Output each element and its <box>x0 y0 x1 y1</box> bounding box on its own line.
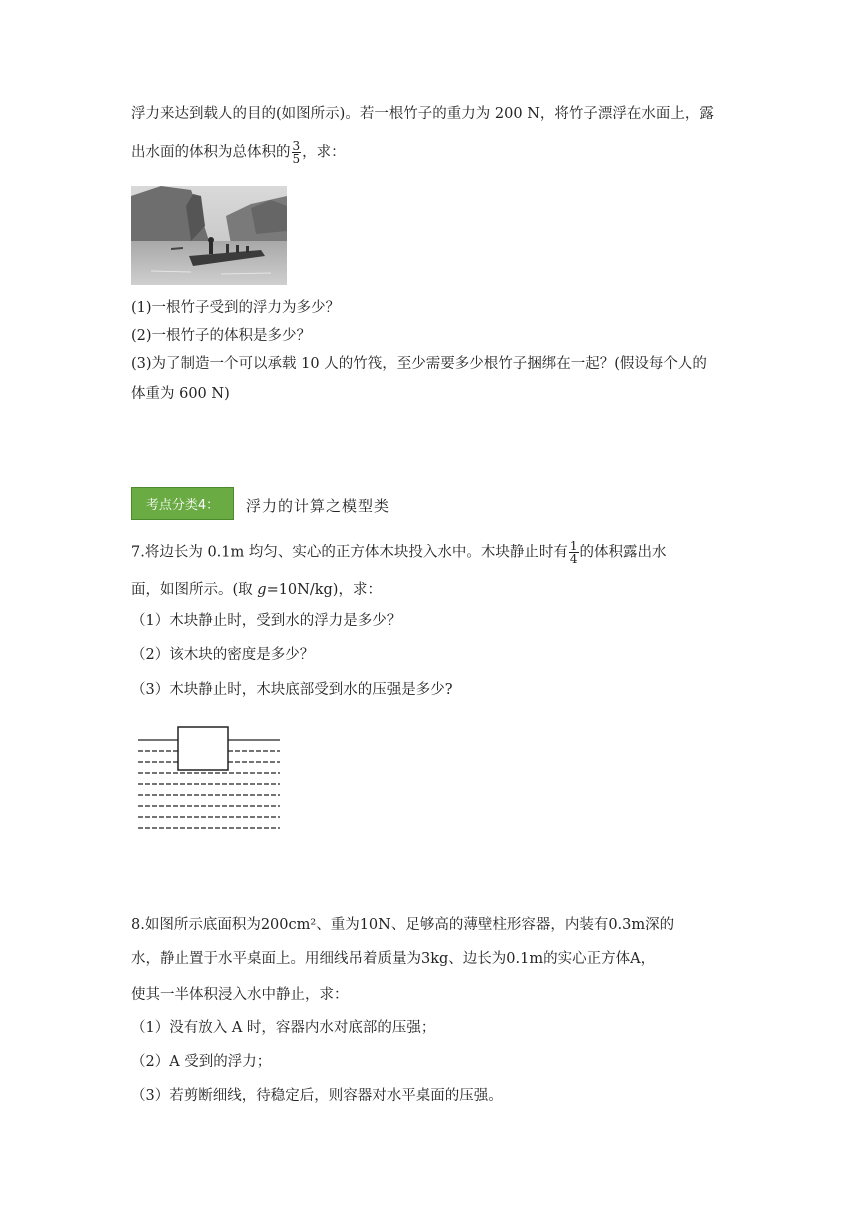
problem7-text-line1: 7.将边长为 0.1m 均匀、实心的正方体木块投入水中。木块静止时有 $\frac{1}{4}$ 的体积露出水 <box>131 539 667 566</box>
problem6-question1: (1)一根竹子受到的浮力为多少？ <box>131 300 341 316</box>
problem7-question1: （1）木块静止时，受到水的浮力是多少？ <box>131 613 402 629</box>
section-badge: 考点分类4： <box>131 487 234 520</box>
problem7-question3: （3）木块静止时，木块底部受到水的压强是多少? <box>131 682 453 698</box>
problem7-question2: （2）该木块的密度是多少？ <box>131 647 315 663</box>
problem6-question3: (3)为了制造一个可以承载 10 人的竹筏，至少需要多少根竹子捆绑在一起？(假设每个人的 <box>131 356 707 372</box>
fraction-three-fifths: $\frac{3}{5}$ <box>292 139 301 166</box>
bamboo-raft-photo <box>131 186 287 285</box>
problem8-question1: （1）没有放入 A 时，容器内水对底部的压强； <box>131 1020 436 1036</box>
floating-block-diagram <box>138 723 280 835</box>
problem8-question2: （2）A 受到的浮力； <box>131 1054 272 1070</box>
problem7-text-line2: 面，如图所示。(取 g=10N/kg)，求： <box>131 582 382 598</box>
problem6-text-line1: 浮力来达到载人的目的(如图所示)。若一根竹子的重力为 200 N，将竹子漂浮在水面上，露 <box>131 106 714 122</box>
problem8-text-line2: 水，静止置于水平桌面上。用细线吊着质量为3kg、边长为0.1m的实心正方体A， <box>131 951 656 967</box>
problem8-text-line3: 使其一半体积浸入水中静止，求： <box>131 987 349 1003</box>
problem6-question2: (2)一根竹子的体积是多少？ <box>131 328 312 344</box>
fraction-one-quarter: $\frac{1}{4}$ <box>569 539 578 566</box>
problem8-text-line1: 8.如图所示底面积为200cm²、重为10N、足够高的薄壁柱形容器，内装有0.3m深的 <box>131 917 675 933</box>
section-title: 浮力的计算之模型类 <box>246 497 391 515</box>
problem6-text-line2: 出水面的体积为总体积的 $\frac{3}{5}$ ，求： <box>131 139 346 166</box>
problem8-question3: （3）若剪断细线，待稳定后，则容器对水平桌面的压强。 <box>131 1088 503 1104</box>
problem6-question3-cont: 体重为 600 N) <box>131 386 230 402</box>
